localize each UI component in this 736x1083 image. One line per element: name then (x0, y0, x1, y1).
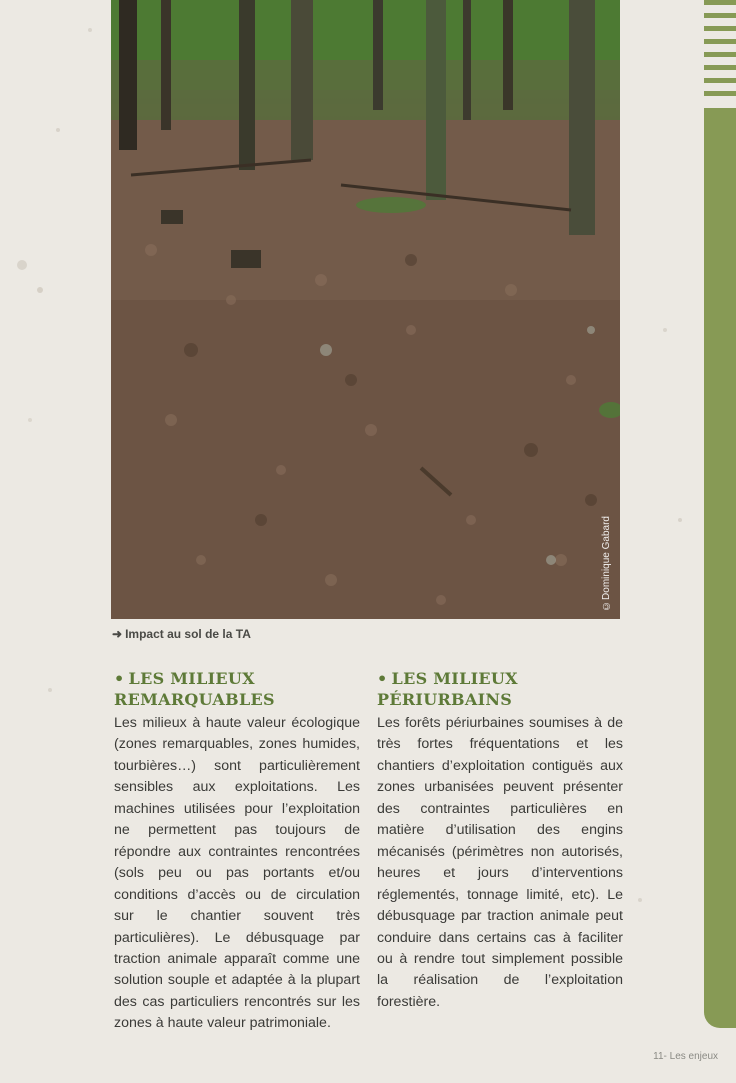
section-heading-text: LES MILIEUX REMARQUABLES (114, 669, 275, 709)
section-milieux-remarquables (114, 668, 360, 1035)
section-heading (114, 668, 360, 710)
section-milieux-periurbains (377, 668, 623, 1013)
photo-caption (112, 627, 251, 641)
decorative-stripes (704, 0, 736, 104)
section-heading (377, 668, 623, 710)
section-heading-text: LES MILIEUX PÉRIURBAINS (377, 669, 518, 709)
caption-text: Impact au sol de la TA (125, 627, 251, 641)
page-footer: 11- Les enjeux (653, 1051, 718, 1062)
bullet-icon: • (377, 669, 388, 688)
forest-floor-photo (111, 0, 620, 619)
forest-floor-photo-illustration (111, 0, 620, 619)
bullet-icon: • (114, 669, 125, 688)
section-body: Les milieux à haute valeur écologique (zones remarquables, zones humides, tourbières…) sont particulièrement sensibles aux exploitations. Les machines utilisées pour l’exploitation ne permettent pas toujours de répondre aux contraintes rencontrées (sols peu ou pas portants et/ou conditions d’accès ou de circulation sur le chantier souvent très particulières). Le débusquage par traction animale apparaît comme une solution souple et adaptée à la plupart des cas particuliers rencontrés sur les zones à haute valeur patrimoniale. (114, 715, 360, 1032)
section-body: Les forêts périurbaines soumises à de très fortes fréquentations et les chantiers d’exploitation contiguës aux zones urbanisées peuvent présenter des contraintes particulières en matière d’utilisation des engins mécanisés (périmètres non autorisés, heures et jours d’interventions réglementés, tonnage limité, etc). Le débusquage par traction animale peut conduire dans certains cas à faciliter ou à rendre tout simplement possible la réalisation de l’exploitation forestière. (377, 715, 623, 1010)
side-tab (704, 108, 736, 1028)
photo-credit: ©Dominique Gabard (601, 516, 612, 611)
arrow-right-icon: ➜ (112, 627, 123, 641)
